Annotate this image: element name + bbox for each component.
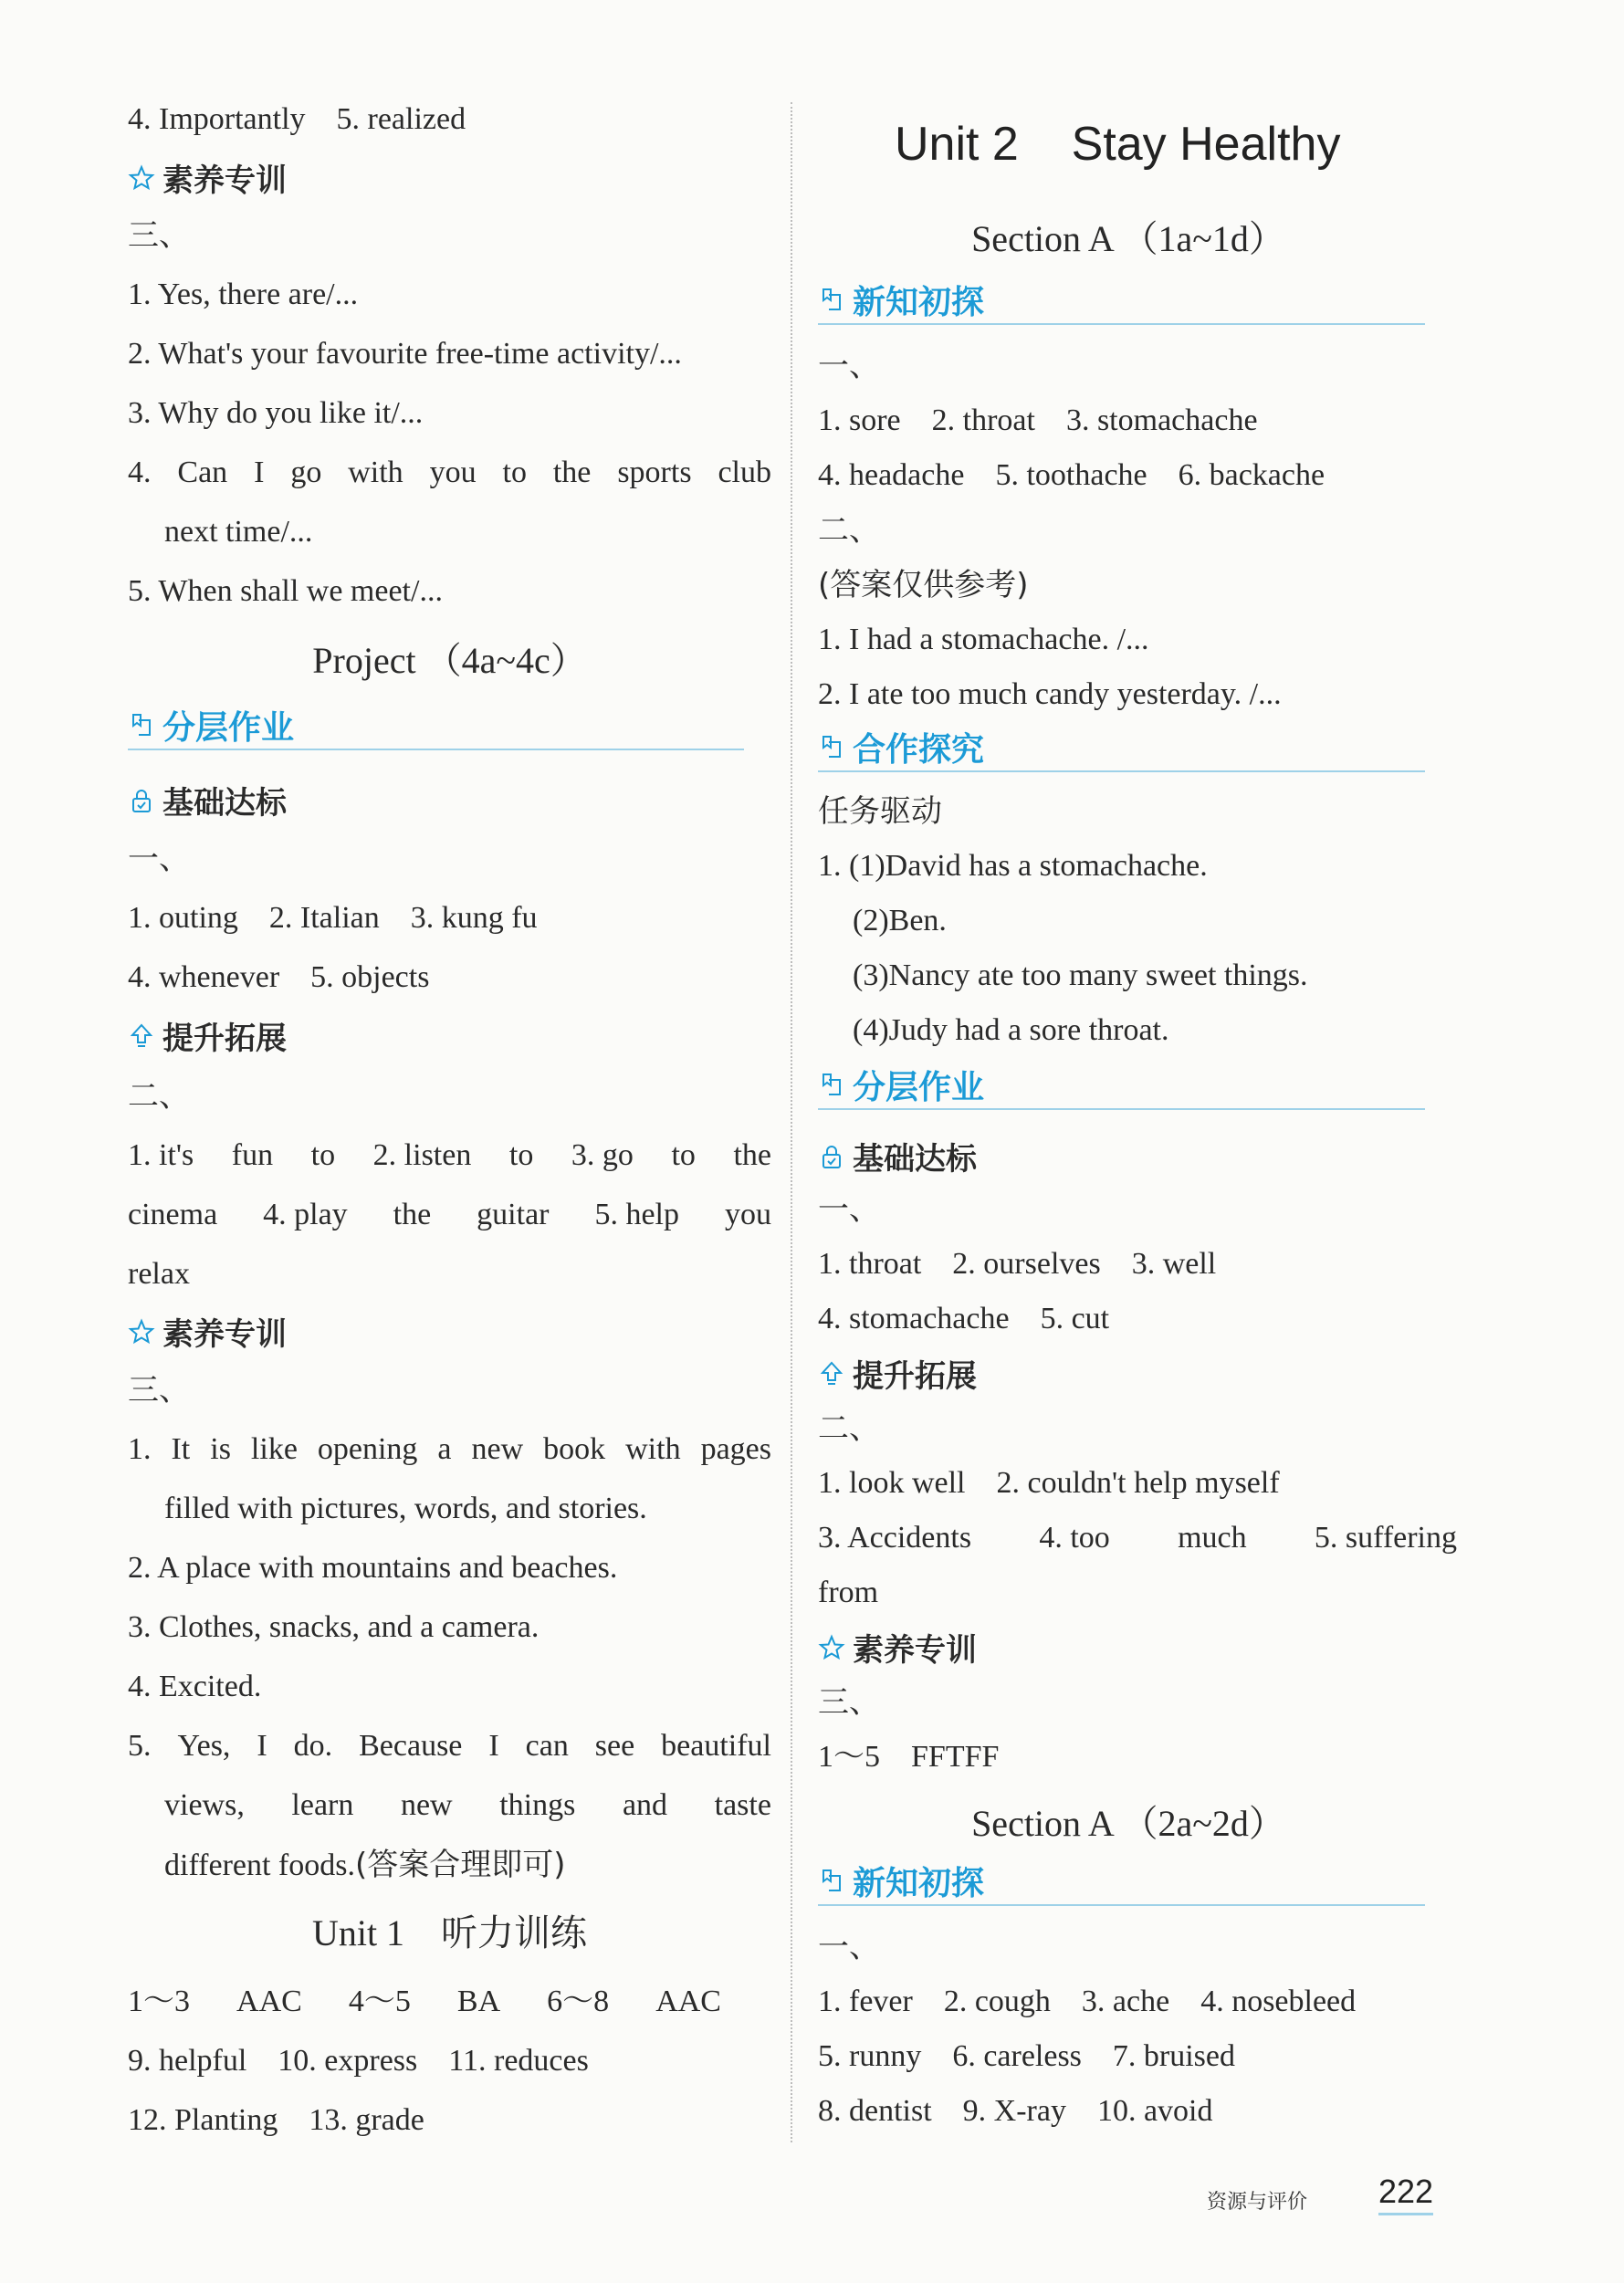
word: much (1178, 1521, 1247, 1555)
answer-line: 4. Importantly 5. realized (128, 102, 466, 136)
banner-hezuo (818, 723, 1425, 772)
answer-line: 1. throat 2. ourselves 3. well (818, 1247, 1217, 1281)
subhead-label: 提升拓展 (853, 1358, 977, 1395)
word: 3. Accidents (818, 1521, 972, 1555)
answer-line: 12. Planting 13. grade (128, 2103, 424, 2137)
word: cinema (128, 1198, 218, 1231)
answer-line: 1. outing 2. Italian 3. kung fu (128, 901, 538, 935)
subhead-label: 基础达标 (853, 1141, 977, 1178)
answer-line: 1. fever 2. cough 3. ache 4. nosebleed (818, 1985, 1357, 2018)
answer-line: 5. runny 6. careless 7. bruised (818, 2039, 1236, 2073)
word: I (254, 456, 265, 489)
word: Yes, (177, 1729, 231, 1763)
bookmark-icon (128, 711, 155, 738)
word: new (471, 1432, 524, 1466)
word: 1. (128, 1432, 152, 1466)
word: 2. listen (372, 1138, 472, 1172)
word: I (257, 1729, 267, 1763)
word: I (488, 1729, 499, 1763)
subhead-label: 提升拓展 (162, 1021, 287, 1057)
star-icon (128, 1318, 155, 1346)
subhead-label: 素养专训 (162, 162, 287, 199)
bookmark-icon (818, 286, 845, 313)
section-title: Section A （1a~1d） (971, 218, 1285, 259)
answer-line: relax (128, 1257, 190, 1291)
answer-line: 1. look well 2. couldn't help myself (818, 1466, 1280, 1500)
unit1-title-text: Unit 1 听力训练 (311, 1912, 588, 1953)
subhead-suyang (128, 155, 287, 200)
word: opening (317, 1432, 418, 1466)
word: 1～3 (128, 1985, 190, 2018)
subhead-label: 素养专训 (853, 1632, 977, 1669)
word: 4～5 (348, 1985, 411, 2018)
section-marker: 二、 (818, 1410, 880, 1447)
answer-line-justified (128, 1981, 721, 2023)
bookmark-icon (818, 733, 845, 760)
answer-line: filled with pictures, words, and stories. (164, 1492, 647, 1525)
section-marker: 一、 (128, 841, 190, 877)
answer-line: next time/... (164, 515, 313, 549)
answer-line: 3. Why do you like it/... (128, 396, 424, 430)
word: new (400, 1788, 453, 1822)
star-icon (818, 1634, 845, 1661)
answer-line: 9. helpful 10. express 11. reduces (128, 2044, 589, 2078)
banner-label: 分层作业 (853, 1068, 985, 1106)
word: 5. help (594, 1198, 679, 1231)
word: book (543, 1432, 606, 1466)
word: the (393, 1198, 432, 1231)
banner-xinzhi (818, 1857, 1425, 1906)
word: is (210, 1432, 231, 1466)
answer-line: 1. Yes, there are/... (128, 278, 359, 311)
subhead-tisheng (818, 1351, 977, 1396)
banner-label: 合作探究 (853, 730, 985, 769)
section-marker: 二、 (128, 1078, 190, 1115)
word: guitar (477, 1198, 550, 1231)
word: 4. too (1039, 1521, 1110, 1555)
answer-line: 1. (1)David has a stomachache. (818, 849, 1208, 883)
word: 5. suffering (1314, 1521, 1457, 1555)
section-marker: 一、 (818, 1191, 880, 1228)
answer-line-justified (128, 1194, 771, 1236)
word: to (671, 1138, 696, 1172)
banner-label: 分层作业 (162, 708, 295, 747)
word: you (429, 456, 477, 489)
word: like (250, 1432, 298, 1466)
up-arrow-icon (128, 1022, 155, 1050)
word: 3. go (571, 1138, 634, 1172)
column-divider (791, 102, 792, 2142)
banner-fenceng (818, 1061, 1425, 1110)
word: 4. (128, 456, 152, 489)
word: with (625, 1432, 681, 1466)
footer-label: 资源与评价 (1207, 2191, 1308, 2214)
word: you (724, 1198, 771, 1231)
answer-line: 4. whenever 5. objects (128, 960, 430, 994)
word: sports (617, 456, 692, 489)
answer-line-justified (128, 452, 771, 494)
banner-label: 新知初探 (853, 283, 985, 321)
subhead-tisheng (128, 1013, 287, 1058)
subhead-jichu (128, 778, 287, 822)
star-icon (128, 164, 155, 192)
word: to (508, 1138, 534, 1172)
lock-icon (128, 787, 155, 814)
answer-line-justified (128, 1135, 771, 1177)
answer-note: (答案仅供参考) (818, 567, 1029, 603)
subhead-plain: 任务驱动 (818, 793, 942, 830)
subhead-label: 素养专训 (162, 1316, 287, 1353)
up-arrow-icon (818, 1360, 845, 1388)
word: go (290, 456, 322, 489)
subhead-suyang (128, 1309, 287, 1354)
banner-label: 新知初探 (853, 1864, 985, 1902)
bookmark-icon (818, 1071, 845, 1098)
answer-line-justified (818, 1517, 1457, 1559)
word: Can (177, 456, 228, 489)
answer-line: (2)Ben. (853, 904, 947, 937)
answer-line: 2. What's your favourite free-time activity/... (128, 337, 682, 371)
word: 1. it's (128, 1138, 194, 1172)
answer-line: 3. Clothes, snacks, and a camera. (128, 1610, 540, 1644)
word: Because (359, 1729, 463, 1763)
bookmark-icon (818, 1867, 845, 1894)
word: the (733, 1138, 771, 1172)
section-marker: 一、 (818, 1929, 880, 1965)
word: taste (714, 1788, 771, 1822)
section-marker: 三、 (818, 1684, 880, 1721)
word: club (718, 456, 771, 489)
answer-line: (4)Judy had a sore throat. (853, 1013, 1169, 1047)
unit1-title (128, 1904, 771, 1956)
unit2-title (895, 117, 1340, 172)
word: fun (231, 1138, 274, 1172)
answer-line: from (818, 1576, 879, 1609)
word: see (594, 1729, 635, 1763)
subhead-label: 基础达标 (162, 785, 287, 822)
lock-icon (818, 1143, 845, 1170)
word: views, (164, 1788, 245, 1822)
word: 6～8 (547, 1985, 610, 2018)
answer-line: 4. headache 5. toothache 6. backache (818, 458, 1325, 492)
answer-line (164, 1844, 566, 1887)
answer-note: (答案合理即可) (354, 1847, 566, 1883)
answer-line-justified (128, 1725, 771, 1767)
word: to (502, 456, 527, 489)
word: beautiful (661, 1729, 771, 1763)
word: things (499, 1788, 576, 1822)
word: 4. play (263, 1198, 348, 1231)
answer-line: 2. I ate too much candy yesterday. /... (818, 677, 1282, 711)
word: can (525, 1729, 569, 1763)
subhead-jichu (818, 1134, 977, 1178)
answer-line: 1～5 FFTFF (818, 1740, 1000, 1774)
unit2-title-text: Unit 2 Stay Healthy (895, 118, 1341, 171)
answer-line-justified (164, 1785, 771, 1827)
answer-line: (3)Nancy ate too many sweet things. (853, 958, 1308, 992)
word: the (552, 456, 592, 489)
answer-line: 8. dentist 9. X-ray 10. avoid (818, 2094, 1213, 2128)
word: do. (293, 1729, 333, 1763)
answer-text: different foods. (164, 1848, 355, 1882)
section-title: Section A （2a~2d） (971, 1803, 1285, 1844)
banner-fenceng (128, 701, 744, 750)
answer-line: 1. sore 2. throat 3. stomachache (818, 403, 1258, 437)
word: It (171, 1432, 191, 1466)
section-marker: 二、 (818, 512, 880, 549)
answer-line: 1. I had a stomachache. /... (818, 623, 1149, 656)
answer-line: 4. Excited. (128, 1670, 262, 1703)
banner-xinzhi (818, 276, 1425, 325)
word: BA (456, 1985, 501, 2018)
word: learn (291, 1788, 354, 1822)
section-marker: 一、 (818, 348, 880, 384)
subhead-suyang (818, 1625, 977, 1670)
answer-line-justified (128, 1429, 771, 1471)
section-marker: 三、 (128, 1372, 190, 1409)
word: to (310, 1138, 336, 1172)
word: with (348, 456, 403, 489)
word: AAC (236, 1985, 302, 2018)
word: a (437, 1432, 452, 1466)
page-number: 222 (1378, 2173, 1433, 2215)
word: and (622, 1788, 668, 1822)
answer-line: 2. A place with mountains and beaches. (128, 1551, 618, 1585)
section-marker: 三、 (128, 217, 190, 254)
answer-line: 4. stomachache 5. cut (818, 1302, 1110, 1335)
word: 5. (128, 1729, 152, 1763)
word: pages (700, 1432, 771, 1466)
project-title: Project （4a~4c） (312, 640, 587, 681)
word: AAC (655, 1985, 721, 2018)
answer-line: 5. When shall we meet/... (128, 574, 443, 608)
